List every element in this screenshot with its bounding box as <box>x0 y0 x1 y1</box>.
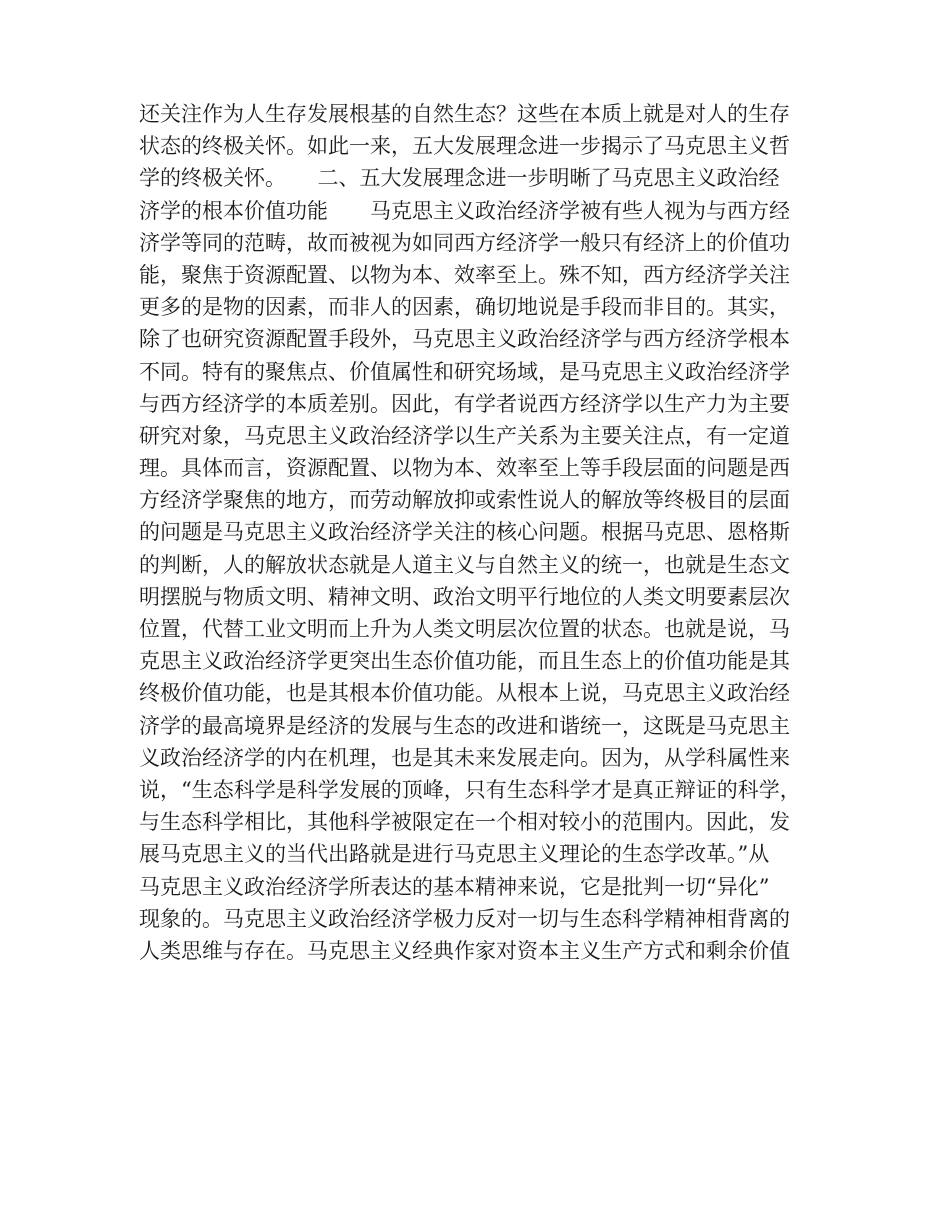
text-line: 除了也研究资源配置手段外，马克思主义政治经济学与西方经济学根本 <box>139 327 790 352</box>
text-line: 马克思主义政治经济学所表达的基本精神来说，它是批判一切“异化” <box>139 874 770 899</box>
text-line: 终极价值功能，也是其根本价值功能。从根本上说，马克思主义政治经 <box>139 681 790 706</box>
text-line: 展马克思主义的当代出路就是进行马克思主义理论的生态学改革。”从 <box>139 842 770 867</box>
text-line: 与西方经济学的本质差别。因此，有学者说西方经济学以生产力为主要 <box>139 391 790 416</box>
text-line: 能，聚焦于资源配置、以物为本、效率至上。殊不知，西方经济学关注 <box>139 262 790 287</box>
text-line: 克思主义政治经济学更突出生态价值功能，而且生态上的价值功能是其 <box>139 649 790 674</box>
text-line: 理。具体而言，资源配置、以物为本、效率至上等手段层面的问题是西 <box>139 456 790 481</box>
text-line: 的判断，人的解放状态就是人道主义与自然主义的统一，也就是生态文 <box>139 552 790 577</box>
text-line: 位置，代替工业文明而上升为人类文明层次位置的状态。也就是说，马 <box>139 617 790 641</box>
text-line: 人类思维与存在。马克思主义经典作家对资本主义生产方式和剩余价值 <box>139 938 790 963</box>
body-text <box>139 98 829 967</box>
text-line: 说，“生态科学是科学发展的顶峰，只有生态科学才是真正辩证的科学， <box>139 777 801 802</box>
text-line: 状态的终极关怀。如此一来，五大发展理念进一步揭示了马克思主义哲 <box>139 134 790 159</box>
text-line: 义政治经济学的内在机理，也是其未来发展走向。因为，从学科属性来 <box>139 745 790 770</box>
text-line: 明摆脱与物质文明、精神文明、政治文明平行地位的人类文明要素层次 <box>139 584 790 609</box>
text-line: 济学等同的范畴，故而被视为如同西方经济学一般只有经济上的价值功 <box>139 230 790 255</box>
text-line: 济学的最高境界是经济的发展与生态的改进和谐统一，这既是马克思主 <box>139 713 790 738</box>
text-line: 济学的根本价值功能 马克思主义政治经济学被有些人视为与西方经 <box>139 198 790 223</box>
text-line: 学的终极关怀。 二、五大发展理念进一步明晰了马克思主义政治经 <box>139 166 780 191</box>
text-line: 更多的是物的因素，而非人的因素，确切地说是手段而非目的。其实， <box>139 295 790 320</box>
text-line: 的问题是马克思主义政治经济学关注的核心问题。根据马克思、恩格斯 <box>139 520 790 545</box>
text-line: 研究对象，马克思主义政治经济学以生产关系为主要关注点，有一定道 <box>139 423 790 448</box>
text-line: 还关注作为人生存发展根基的自然生态？这些在本质上就是对人的生存 <box>139 102 790 126</box>
text-line: 方经济学聚焦的地方，而劳动解放抑或索性说人的解放等终极目的层面 <box>139 488 790 513</box>
text-line: 不同。特有的聚焦点、价值属性和研究场域，是马克思主义政治经济学 <box>139 359 790 384</box>
text-line: 现象的。马克思主义政治经济学极力反对一切与生态科学精神相背离的 <box>139 906 790 931</box>
text-line: 与生态科学相比，其他科学被限定在一个相对较小的范围内。因此，发 <box>139 810 790 835</box>
